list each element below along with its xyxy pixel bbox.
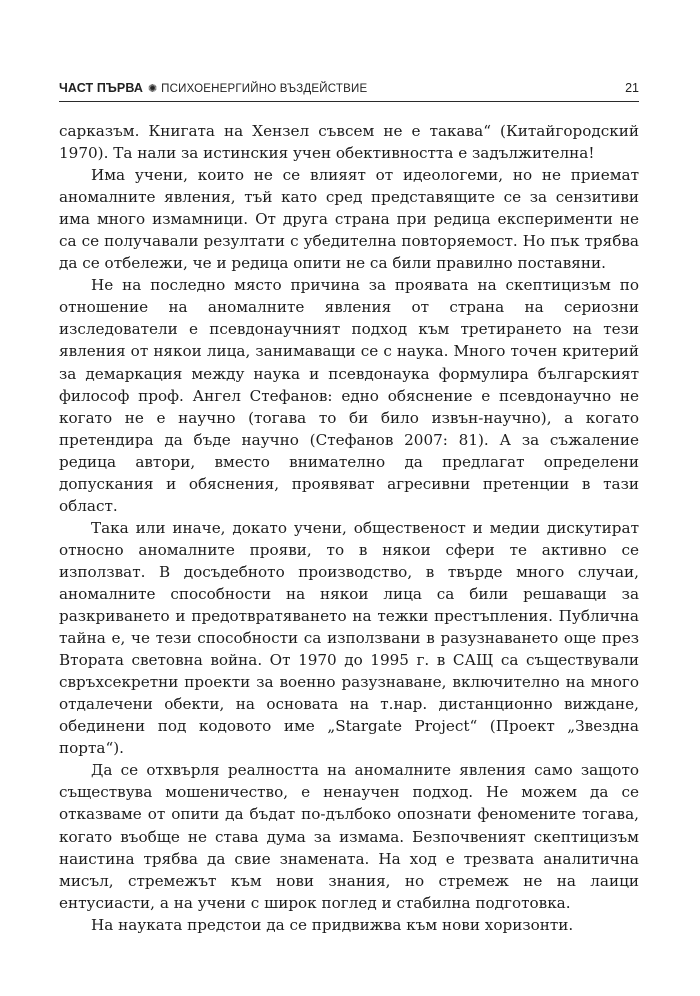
part-title: ЧАСТ ПЪРВА: [59, 81, 143, 95]
paragraph: На науката предстои да се придвижва към нови хоризонти.: [91, 915, 574, 934]
section-title: ПСИХОЕНЕРГИЙНО ВЪЗДЕЙСТВИЕ: [161, 83, 368, 95]
running-header: [59, 79, 639, 97]
header-divider: [59, 101, 639, 102]
paragraph: сарказъм. Книгата на Хензел съвсем не е такава“ (Китайгородский 1970). Та нали за истинския учен обективността е задължителна!: [59, 122, 639, 163]
paragraph: Да се отхвърля реалността на аномалните явления само защото съществува мошеничество, е ненаучен подход. Не можем да се отказваме от опити да бъдат по-дълбоко опознати феномените тогава, когато въобще не става дума за измама. Безпочвеният скептицизъм наистина трябва да свие знамената. На ход е трезвата аналитична мисъл, стремежът към нови знания, но стремеж не на лаици ентусиасти, а на учени с широк поглед и стабилна подготовка.: [59, 761, 639, 912]
paragraph: Не на последно място причина за проявата на скептицизъм по отношение на аномалните явления от страна на сериозни изследователи е псевдонаучният подход към третирането на тези явления от някои лица, занимаващи се с наука. Много точен критерий за демаркация между наука и псевдонаука формулира българският философ проф. Ангел Стефанов: едно обяснение е псевдонаучно не когато не е научно (тогава то би било извън-научно), а когато претендира да бъде научно (Стефанов 2007: 81). А за съжаление редица автори, вместо внимателно да предлагат определени допускания и обяснения, проявяват агресивни претенции в тази област.: [59, 276, 639, 515]
paragraph: Така или иначе, докато учени, общественост и медии дискутират относно аномалните прояви, то в някои сфери те активно се използват. В досъдебното производство, в твърде много случаи, аномалните способности на някои лица са били решаващи за разкриването и предотвратяването на тежки престъпления. Публична тайна е, че тези способности са използвани в разузнаването още през Втората световна война. От 1970 до 1995 г. в САЩ са съществували свръхсекретни проекти за военно разузнаване, включително на много отдалечени обекти, на основата на т.нар. дистанционно виждане, обединени под кодовото име „Stargate Project“ (Проект „Звездна порта“).: [59, 518, 639, 758]
page-number: 21: [625, 81, 639, 95]
body-text: [59, 120, 639, 936]
paragraph: Има учени, които не се влияят от идеологеми, но не приемат аномалните явления, тъй като сред представящите се за сензитиви има много измамници. От друга страна при редица експерименти не са се получавали резултати с убедителна повторяемост. Но пък трябва да се отбележи, че и редица опити не са били правилно поставяни.: [59, 166, 639, 273]
ornament-bullet-icon: ✺: [147, 83, 158, 95]
